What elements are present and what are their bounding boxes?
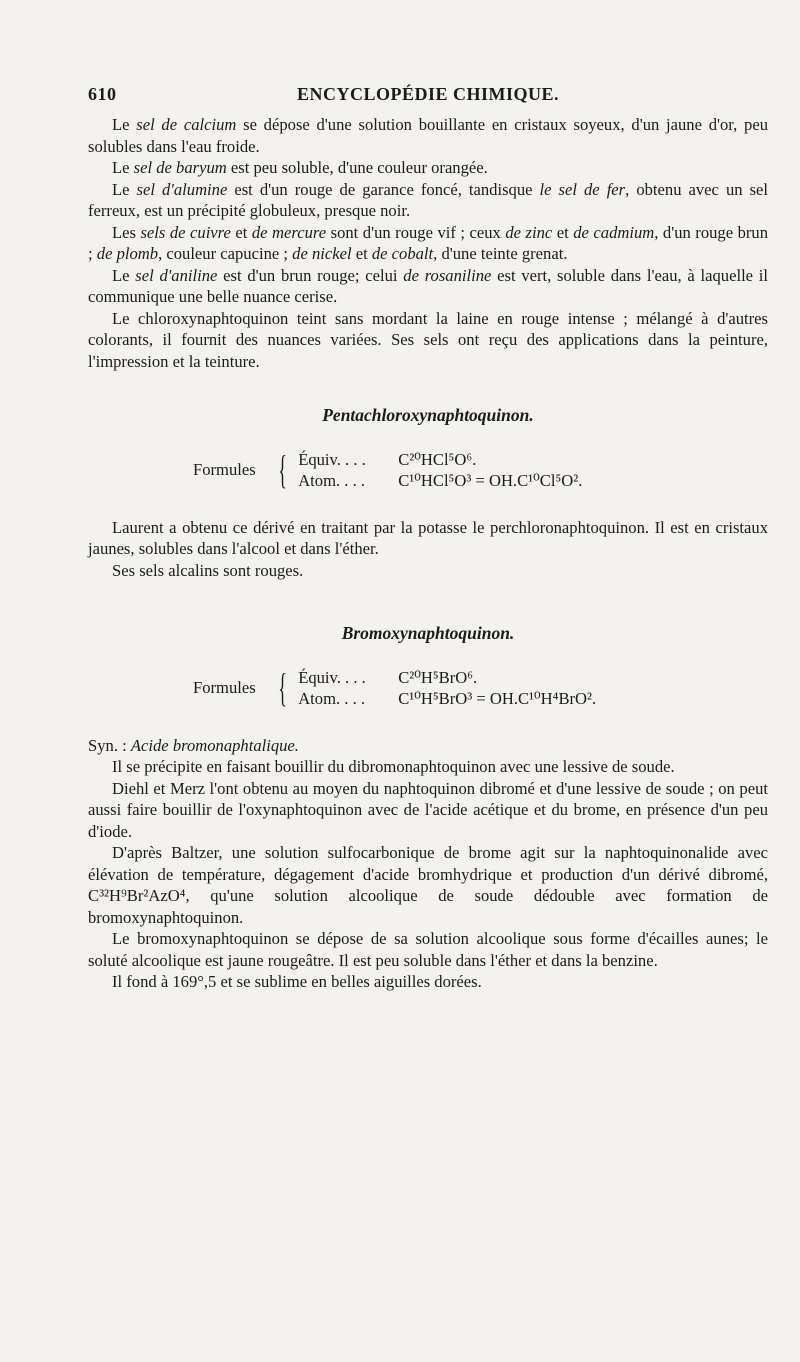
paragraph (88, 778, 768, 843)
paragraph (88, 157, 768, 179)
paragraph (88, 756, 768, 778)
text-run: est d'un brun rouge; celui (217, 265, 404, 285)
text-run: Syn. : (88, 735, 131, 755)
italic-text: Acide bromonaphtalique. (130, 735, 299, 755)
text-run: est vert, soluble dans l'eau, à laquelle il communique une belle nuance cerise. (88, 265, 769, 306)
formula-row (298, 470, 582, 491)
formula-block-pentachloro (193, 446, 768, 492)
formula-row (298, 449, 582, 470)
text-run: et (552, 222, 574, 242)
formula-block-bromo (193, 664, 768, 710)
text-run: est peu soluble, d'une couleur orangée. (226, 158, 488, 177)
italic-text: de cobalt (371, 244, 434, 263)
text-run: Le (112, 158, 134, 177)
italic-text: de nickel (292, 244, 352, 263)
top-paragraphs (88, 114, 768, 372)
running-head (88, 84, 768, 108)
formulas-label: Formules (193, 459, 256, 479)
formula-value: C²⁰HCl⁵O⁶. (398, 449, 477, 469)
italic-text: sel d'alumine (136, 179, 228, 199)
paragraph (88, 842, 768, 928)
paragraph (88, 114, 768, 157)
italic-text: de mercure (251, 222, 327, 242)
text-run: Laurent a obtenu ce dérivé en traitant par la potasse le perchloronaphtoquinon. Il est en cristaux jaunes, solubles dans l'alcool et dans l'éther. (88, 517, 768, 558)
formula-key: Atom. . . . (298, 688, 366, 708)
text-run: Le (112, 115, 137, 134)
formula-rows (298, 667, 596, 709)
text-run: Il se précipite en faisant bouillir du dibromonaphtoquinon avec une lessive de soude. (112, 757, 675, 776)
paragraph (88, 971, 768, 993)
formula-value: C¹⁰HCl⁵O³ = OH.C¹⁰Cl⁵O². (398, 470, 583, 490)
formula-key: Atom. . . . (298, 470, 366, 490)
paragraph (88, 560, 768, 582)
section1-paragraphs (88, 517, 768, 582)
brace-glyph: { (278, 446, 287, 492)
formula-rows (298, 449, 582, 491)
italic-text: le sel de fer (539, 179, 626, 199)
paragraph (88, 222, 768, 265)
italic-text: de cadmium (573, 222, 655, 242)
page-number: 610 (88, 84, 117, 104)
text-run: Le (112, 179, 137, 199)
text-run: est d'un rouge de garance foncé, tandisque (227, 179, 540, 199)
paragraph (88, 308, 768, 373)
italic-text: sels de cuivre (140, 222, 231, 242)
formula-value: C¹⁰H⁵BrO³ = OH.C¹⁰H⁴BrO². (398, 688, 597, 708)
running-title: ENCYCLOPÉDIE CHIMIQUE. (296, 84, 560, 104)
italic-text: de plomb (96, 244, 159, 263)
text-run: Ses sels alcalins sont rouges. (112, 560, 304, 580)
section-title-pentachloro: Pentachloroxynaphtoquinon. (322, 405, 534, 425)
text-run: sont d'un rouge vif ; ceux (326, 222, 506, 242)
italic-text: sel d'aniline (135, 265, 218, 285)
section2-paragraphs (88, 735, 768, 993)
text-run: Le chloroxynaphtoquinon teint sans mordant la laine en rouge intense ; mélangé à d'autres colorants, il fournit des nuances variées. Ses sels ont reçu des applications dans la peinture, l'impression et la teinture. (88, 308, 768, 371)
formula-row (298, 688, 596, 709)
section-title-bromo: Bromoxynaphtoquinon. (341, 623, 515, 643)
text-run: Le bromoxynaphtoquinon se dépose de sa solution alcoolique sous forme d'écailles aunes; le soluté alcoolique est jaune rougeâtre. Il est peu soluble dans l'éther et dans la benzine. (88, 929, 768, 970)
text-run: , d'un rouge brun ; (88, 222, 768, 263)
text-run: et (351, 244, 372, 263)
text-run: Diehl et Merz l'ont obtenu au moyen du naphtoquinon dibromé et d'une lessive de soude ; on peut aussi faire bouillir de l'oxynaphtoquinon avec de l'acide acétique et du brome, en présence d'un peu d'iode. (88, 778, 768, 841)
paragraph (88, 265, 768, 308)
formula-key: Équiv. . . . (298, 449, 366, 469)
brace-glyph: { (278, 664, 287, 710)
text-run: Les (112, 222, 141, 242)
paragraph (88, 735, 768, 757)
formulas-label: Formules (193, 677, 256, 697)
text-run: , obtenu avec un sel ferreux, est un précipité globuleux, presque noir. (88, 179, 769, 220)
text-run: Le (112, 265, 136, 285)
formula-key: Équiv. . . . (298, 667, 366, 687)
text-run: se dépose d'une solution bouillante en cristaux soyeux, d'un jaune d'or, peu solubles dans l'eau froide. (88, 115, 769, 156)
formula-row (298, 667, 596, 688)
paragraph (88, 517, 768, 560)
paragraph (88, 928, 768, 971)
italic-text: sel de calcium (136, 115, 237, 134)
text-run: D'après Baltzer, une solution sulfocarbonique de brome agit sur la naphtoquinonalide avec élévation de température, dégagement d'acide bromhydrique et production d'un dérivé dibromé, C³²H⁹Br²AzO⁴, qu'une solution alcoolique de soude dédouble avec formation de bromoxynaphtoquinon. (88, 843, 768, 927)
text-run: , d'une teinte grenat. (433, 244, 568, 263)
body-text (88, 114, 768, 993)
text-run: et (230, 222, 252, 242)
italic-text: de zinc (505, 222, 553, 242)
italic-text: sel de baryum (133, 158, 227, 177)
paragraph (88, 179, 768, 222)
text-run: , couleur capucine ; (158, 244, 293, 263)
italic-text: de rosaniline (403, 265, 492, 285)
formula-value: C²⁰H⁵BrO⁶. (398, 667, 478, 687)
text-run: Il fond à 169°,5 et se sublime en belles aiguilles dorées. (112, 972, 482, 991)
